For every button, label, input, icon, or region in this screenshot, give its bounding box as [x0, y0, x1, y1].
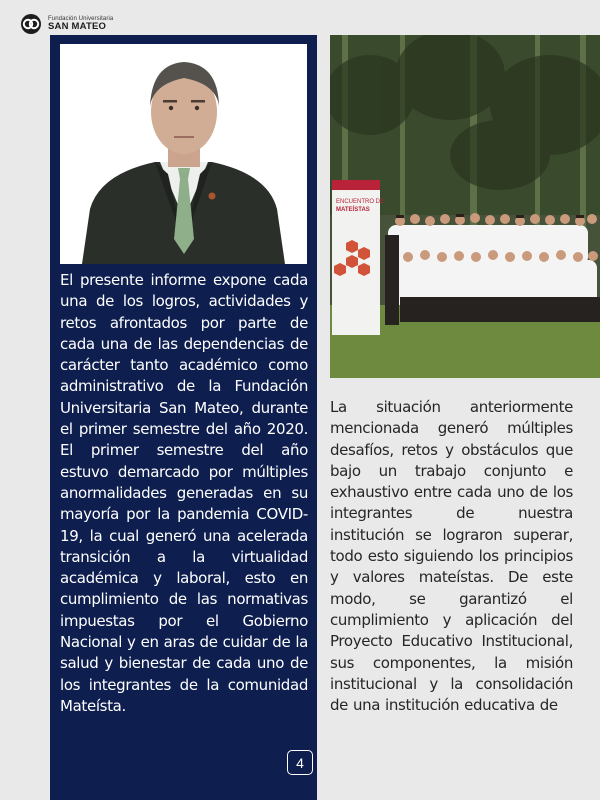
rector-portrait — [60, 44, 307, 264]
logo-subtitle: Fundación Universitaria — [48, 16, 114, 23]
group-photo-illustration — [330, 35, 600, 378]
continuation-paragraph: La situación anteriormente mencionada generó múltiples desafíos, retos y obstáculos que bajo un trabajo conjunto e exhaustivo entre cada uno de los integrantes de nuestra institución se lograron superar, todo esto siguiendo los principios y valores mateístas. De este modo, se garantizó el cumplimiento y aplicación del Proyecto Educativo Institucional, sus componentes, la misión institucional y la consolidación de una institución educativa de — [330, 398, 573, 715]
banner-title-line1: ENCUENTRO DE — [336, 199, 385, 205]
institution-logo — [20, 13, 113, 35]
intro-paragraph: El presente informe expone cada una de los logros, actividades y retos afrontados por parte de cada una de las dependencias de carácter tanto académico como administrativo de la Fundación Universitaria San Mateo, durante el primer semestre del año 2020. El primer semestre del año estuvo demarcado por múltiples anormalidades generadas en su mayoría por la pandemia COVID-19, la cual generó una acelerada transición a la virtualidad académica y laboral, esto en cumplimiento de las normativas impuestas por el Gobierno Nacional y en aras de cuidar de la salud y bienestar de cada uno de los integrantes de la comunidad Mateísta. — [60, 271, 308, 715]
logo-title: SAN MATEO — [48, 21, 107, 33]
logo-mark-icon — [20, 13, 44, 35]
portrait-illustration — [60, 44, 307, 264]
group-photo — [330, 35, 600, 378]
banner-title-line2: MATEÍSTAS — [336, 207, 370, 213]
left-column-panel — [50, 35, 317, 800]
page-number-badge: 4 — [287, 750, 313, 775]
